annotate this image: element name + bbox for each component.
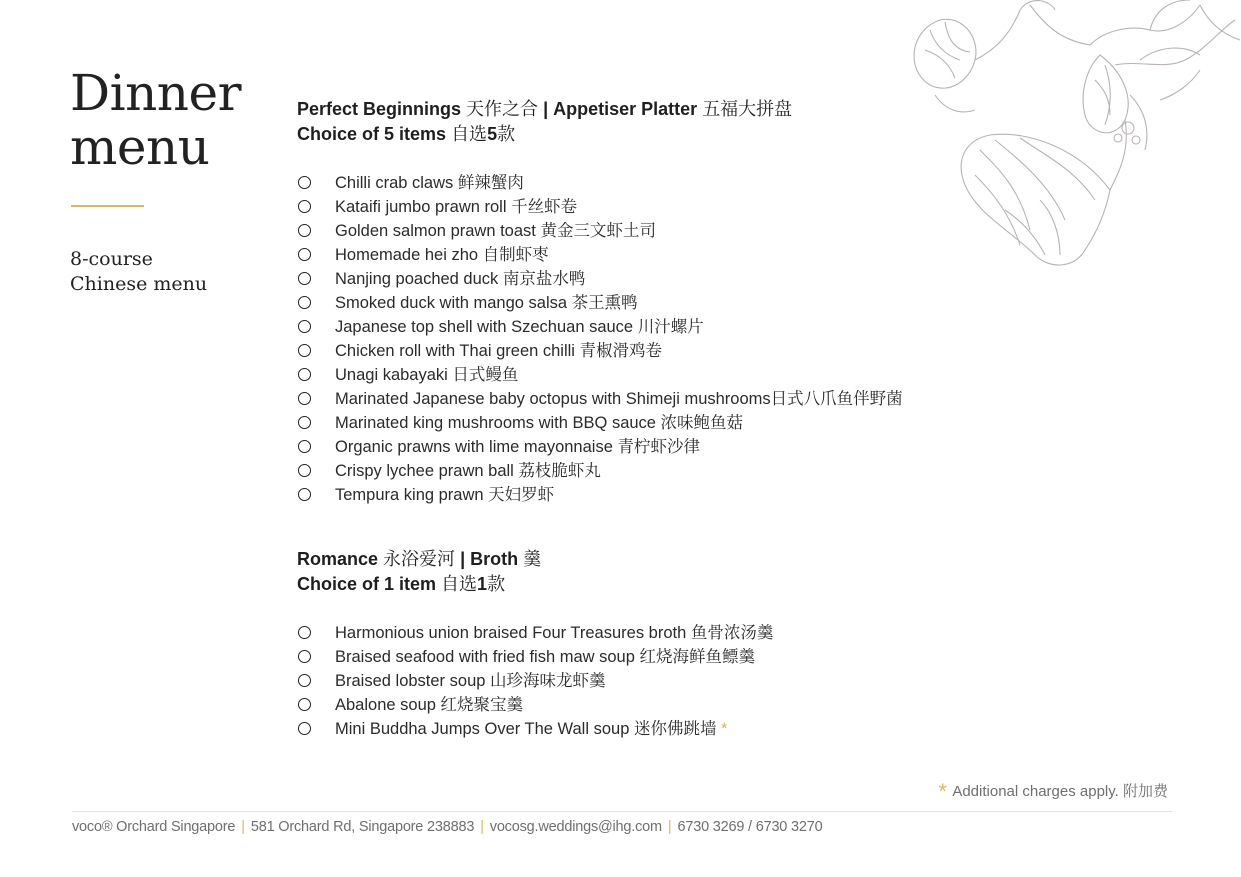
footer-separator: | xyxy=(480,819,484,835)
menu-item-label: Harmonious union braised Four Treasures broth 鱼骨浓汤羹 xyxy=(335,624,774,642)
section-course-en: Appetiser Platter xyxy=(553,99,698,119)
menu-item-radio[interactable] xyxy=(298,224,311,237)
floral-illustration xyxy=(900,0,1241,280)
menu-item-label: Golden salmon prawn toast 黄金三文虾土司 xyxy=(335,222,656,240)
menu-item-radio[interactable] xyxy=(298,416,311,429)
menu-item-label: Chilli crab claws 鲜辣蟹肉 xyxy=(335,174,524,192)
page-title-line1: Dinner xyxy=(70,64,241,122)
menu-item-label: Braised lobster soup 山珍海味龙虾羹 xyxy=(335,672,606,690)
menu-item xyxy=(297,195,903,219)
menu-item xyxy=(297,387,903,411)
menu-item xyxy=(297,717,773,741)
choice-label-en: Choice of 5 items xyxy=(297,124,447,144)
choice-label-en: Choice of 1 item xyxy=(297,574,437,594)
menu-section-broth xyxy=(297,547,773,741)
section-heading-en: Romance xyxy=(297,549,379,569)
menu-item xyxy=(297,435,903,459)
footer-divider xyxy=(72,811,1172,812)
section-heading xyxy=(297,97,903,122)
menu-item-label: Kataifi jumbo prawn roll 千丝虾卷 xyxy=(335,198,578,216)
menu-item-label: Tempura king prawn 天妇罗虾 xyxy=(335,486,555,504)
menu-item-radio[interactable] xyxy=(298,722,311,735)
menu-item xyxy=(297,339,903,363)
section-heading-cn: 永浴爱河 xyxy=(383,549,456,569)
footer-phone[interactable]: 6730 3269 / 6730 3270 xyxy=(677,819,823,835)
surcharge-note xyxy=(938,776,1168,802)
section-heading xyxy=(297,547,773,572)
menu-item xyxy=(297,315,903,339)
title-divider xyxy=(71,205,144,207)
menu-item-label: Chicken roll with Thai green chilli 青椒滑鸡卷 xyxy=(335,342,663,360)
menu-item-label: Marinated Japanese baby octopus with Shimeji mushrooms日式八爪鱼伴野菌 xyxy=(335,390,903,408)
page-title xyxy=(70,66,241,174)
menu-item-label: Homemade hei zho 自制虾枣 xyxy=(335,246,549,264)
menu-item-label: Braised seafood with fried fish maw soup 红烧海鲜鱼鳔羹 xyxy=(335,648,755,666)
choice-label-cn-suffix: 款 xyxy=(497,124,516,144)
note-star: * xyxy=(938,779,947,804)
footer-address: 581 Orchard Rd, Singapore 238883 xyxy=(250,819,475,835)
menu-item-radio[interactable] xyxy=(298,392,311,405)
choice-label-cn: 自选 xyxy=(441,574,478,594)
menu-item xyxy=(297,363,903,387)
menu-item-radio[interactable] xyxy=(298,320,311,333)
menu-item-radio[interactable] xyxy=(298,176,311,189)
menu-item-radio[interactable] xyxy=(298,698,311,711)
menu-item xyxy=(297,621,773,645)
menu-item xyxy=(297,243,903,267)
menu-item-radio[interactable] xyxy=(298,200,311,213)
choice-label-cn-suffix: 款 xyxy=(487,574,506,594)
section-heading-divider: | xyxy=(460,549,466,569)
menu-item-radio[interactable] xyxy=(298,626,311,639)
choice-count: 1 xyxy=(477,574,488,594)
section-heading-divider: | xyxy=(543,99,549,119)
menu-item-radio[interactable] xyxy=(298,272,311,285)
menu-item-radio[interactable] xyxy=(298,464,311,477)
menu-item xyxy=(297,669,773,693)
section-course-cn: 五福大拼盘 xyxy=(702,99,793,119)
menu-item-label: Nanjing poached duck 南京盐水鸭 xyxy=(335,270,586,288)
menu-item-radio[interactable] xyxy=(298,368,311,381)
footer-venue: voco® Orchard Singapore xyxy=(72,819,236,835)
menu-item-radio[interactable] xyxy=(298,248,311,261)
menu-item xyxy=(297,459,903,483)
choice-label-cn: 自选 xyxy=(451,124,488,144)
footer-separator: | xyxy=(241,819,245,835)
menu-item-label: Crispy lychee prawn ball 荔枝脆虾丸 xyxy=(335,462,601,480)
note-text: Additional charges apply. 附加费 xyxy=(952,783,1168,800)
menu-item-label: Japanese top shell with Szechuan sauce 川汁螺片 xyxy=(335,318,704,336)
menu-item-label: Abalone soup 红烧聚宝羹 xyxy=(335,696,524,714)
menu-item-list xyxy=(297,171,903,507)
menu-item-label: Smoked duck with mango salsa 茶王熏鸭 xyxy=(335,294,638,312)
section-course-en: Broth xyxy=(470,549,519,569)
surcharge-marker: * xyxy=(721,720,728,738)
menu-item xyxy=(297,267,903,291)
menu-item xyxy=(297,483,903,507)
menu-section-appetiser xyxy=(297,97,903,507)
page-subtitle xyxy=(70,247,207,297)
page-title-line2: menu xyxy=(70,118,210,176)
section-choice xyxy=(297,572,773,597)
subtitle-line2: Chinese menu xyxy=(70,273,208,295)
section-heading-en: Perfect Beginnings xyxy=(297,99,462,119)
menu-item xyxy=(297,645,773,669)
menu-item xyxy=(297,291,903,315)
section-heading-cn: 天作之合 xyxy=(466,99,539,119)
menu-item-label: Marinated king mushrooms with BBQ sauce 浓味鲍鱼菇 xyxy=(335,414,744,432)
menu-item-radio[interactable] xyxy=(298,488,311,501)
menu-item-radio[interactable] xyxy=(298,296,311,309)
menu-item xyxy=(297,411,903,435)
menu-item-label: Mini Buddha Jumps Over The Wall soup 迷你佛跳墙 xyxy=(335,720,717,738)
menu-item-radio[interactable] xyxy=(298,674,311,687)
menu-item-label: Unagi kabayaki 日式鳗鱼 xyxy=(335,366,519,384)
menu-item xyxy=(297,171,903,195)
menu-item-radio[interactable] xyxy=(298,440,311,453)
footer xyxy=(72,819,822,835)
menu-item-list xyxy=(297,621,773,741)
section-choice xyxy=(297,122,903,147)
footer-separator: | xyxy=(667,819,672,835)
subtitle-line1: 8-course xyxy=(70,248,153,270)
menu-item-label: Organic prawns with lime mayonnaise 青柠虾沙律 xyxy=(335,438,700,456)
menu-item xyxy=(297,693,773,717)
section-course-cn: 羹 xyxy=(523,549,542,569)
footer-email[interactable]: vocosg.weddings@ihg.com xyxy=(489,819,662,835)
choice-count: 5 xyxy=(487,124,498,144)
menu-item xyxy=(297,219,903,243)
menu-item-radio[interactable] xyxy=(298,344,311,357)
menu-item-radio[interactable] xyxy=(298,650,311,663)
